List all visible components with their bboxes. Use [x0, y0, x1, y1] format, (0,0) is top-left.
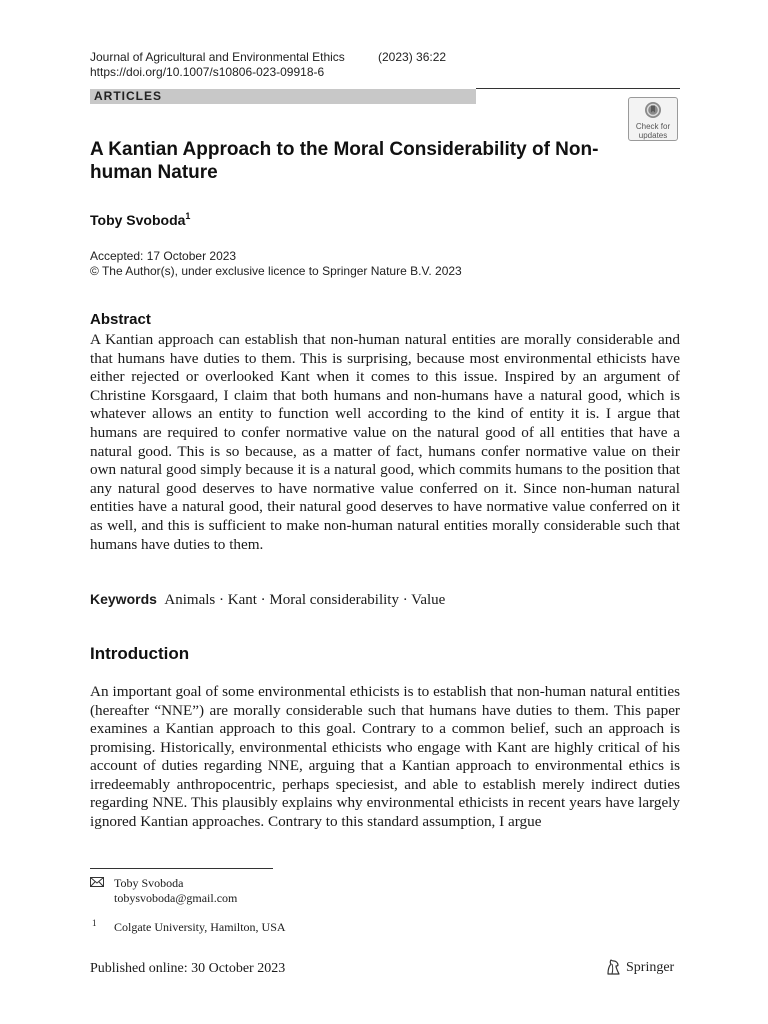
footnote-rule: [90, 868, 273, 869]
badge-line-1: Check for: [635, 122, 671, 131]
footnote-author-name: Toby Svoboda: [114, 876, 184, 890]
keywords-list: Animals · Kant · Moral considerability · Value: [164, 592, 446, 608]
doi-link[interactable]: https://doi.org/10.1007/s10806-023-09918-6: [90, 65, 325, 79]
check-for-updates-badge[interactable]: [628, 97, 678, 141]
copyright-notice: © The Author(s), under exclusive licence to Springer Nature B.V. 2023: [90, 264, 462, 278]
publisher-name: Springer: [626, 960, 675, 975]
journal-name: Journal of Agricultural and Environmental Ethics: [90, 50, 345, 64]
badge-line-2: updates: [638, 131, 668, 140]
accepted-date: Accepted: 17 October 2023: [90, 249, 237, 263]
introduction-heading: Introduction: [90, 644, 190, 663]
abstract-text: A Kantian approach can establish that non-human natural entities are morally considerable and that humans have duties to them. This is surprising, because most environmental ethicists have either rejected or overlooked Kant when it comes to this issue. Inspired by an argument of Christine Korsgaard, I claim that both humans and non-humans have a natural good, which is whatever allows an entity to function well according to the kind of entity it is. I argue that humans are required to confer normative value on the natural good of all entities that have a natural good. This is so because, as a matter of fact, humans confer normative value on their own natural good simply because it is a natural good, which commits humans to the position that any natural good deserves to have normative value conferred on it. Since non-human natural entities have a natural good, their natural good deserves to have normative value conferred on it as well, and this is sufficient to make non-human natural entities morally considerable such that humans have duties to them.: [90, 331, 680, 553]
published-date: Published online: 30 October 2023: [90, 961, 286, 976]
bookmark-circle-icon: [644, 101, 662, 119]
envelope-icon: [90, 877, 104, 887]
abstract-heading: Abstract: [90, 311, 151, 328]
author-affiliation-marker: 1: [185, 211, 191, 221]
footnote-email[interactable]: tobysvoboda@gmail.com: [114, 891, 238, 905]
article-meta: [90, 249, 462, 279]
journal-header: [90, 50, 447, 80]
keywords-line: [90, 590, 445, 610]
keywords-heading: Keywords: [90, 591, 157, 607]
header-rule: [476, 88, 680, 89]
introduction-text: An important goal of some environmental ethicists is to establish that non-human natural entities (hereafter “NNE”) are morally considerable such that humans have duties to them. This paper examines a Kantian approach to this goal. Contrary to a common belief, such an approach is promising. Historically, environmental ethicists who engage with Kant are highly critical of his account of duties regarding NNE, arguing that a Kantian approach to environmental ethics is irredeemably anthropocentric, perhaps speciesist, and able to establish merely indirect duties regarding NNE. This plausibly explains why environmental ethicists in recent years have largely ignored Kantian approaches. Contrary to this standard assumption, I argue: [90, 683, 680, 830]
journal-volume: (2023) 36:22: [378, 50, 447, 64]
section-bar: [90, 89, 476, 104]
section-label: ARTICLES: [94, 89, 162, 103]
author-line: [90, 207, 190, 229]
footnote-affiliation: Colgate University, Hamilton, USA: [114, 920, 286, 934]
footnote-number: 1: [92, 918, 97, 928]
springer-horse-icon: [604, 958, 622, 976]
article-title: A Kantian Approach to the Moral Considerability of Non-human Nature: [90, 139, 599, 183]
author-name[interactable]: Toby Svoboda: [90, 212, 186, 228]
